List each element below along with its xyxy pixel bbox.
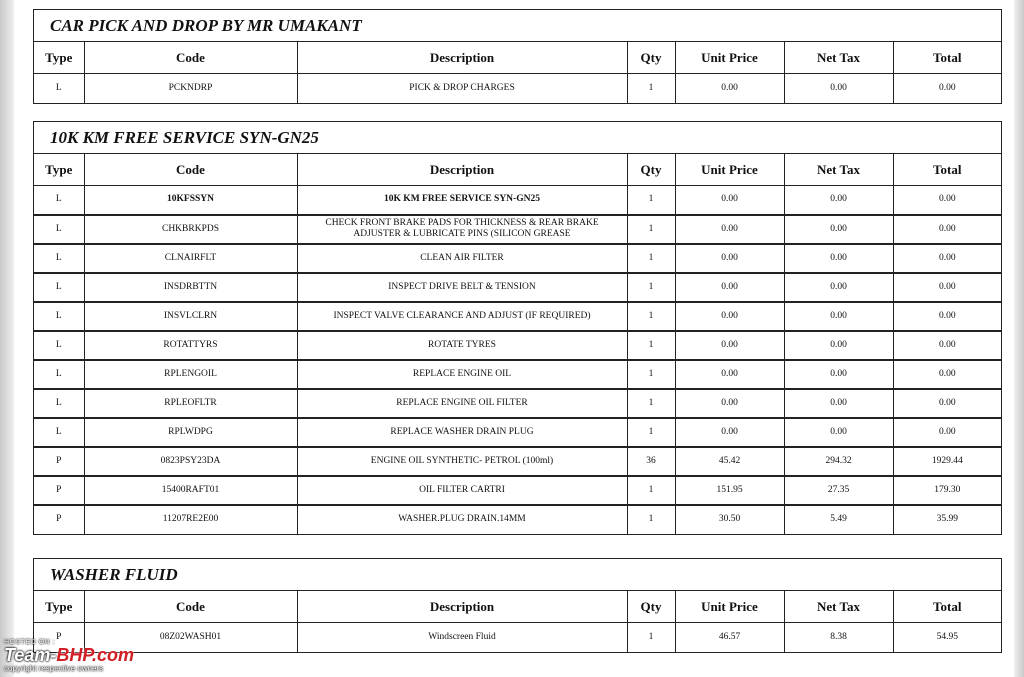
cell-unit-price: 0.00 <box>675 186 784 215</box>
cell-type: L <box>34 186 84 215</box>
cell-net-tax: 294.32 <box>784 447 893 476</box>
line-items-table <box>34 154 1001 534</box>
cell-type: P <box>34 476 84 505</box>
cell-description: ROTATE TYRES <box>297 331 627 360</box>
cell-description: ENGINE OIL SYNTHETIC- PETROL (100ml) <box>297 447 627 476</box>
cell-type: L <box>34 244 84 273</box>
cell-qty: 1 <box>627 273 675 302</box>
cell-net-tax: 0.00 <box>784 74 893 103</box>
section-title: 10K KM FREE SERVICE SYN-GN25 <box>34 122 1001 154</box>
cell-net-tax: 0.00 <box>784 389 893 418</box>
cell-total: 54.95 <box>936 631 958 642</box>
cell-unit-price: 0.00 <box>675 215 784 244</box>
cell-total: 0.00 <box>893 244 1001 273</box>
left-page-edge <box>0 0 14 677</box>
table-row <box>34 302 1001 331</box>
table-row <box>34 360 1001 389</box>
cell-total: 0.00 <box>893 215 1001 244</box>
cell-unit-price: 0.00 <box>675 273 784 302</box>
header-row <box>34 591 1001 623</box>
team-bhp-watermark <box>4 639 134 673</box>
table-row <box>34 447 1001 476</box>
logo-text-part-a: Team- <box>4 645 57 665</box>
section-10k-service <box>33 121 1002 535</box>
cell-code: CHKBRKPDS <box>84 215 297 244</box>
table-row <box>34 186 1001 215</box>
section-washer-fluid <box>33 558 1002 653</box>
cell-code: PCKNDRP <box>84 74 297 103</box>
cell-type: P <box>34 505 84 534</box>
cell-code: 08Z02WASH01 <box>84 623 297 652</box>
team-bhp-logo <box>4 646 134 664</box>
cell-net-tax: 8.38 <box>784 623 893 652</box>
col-total: Total <box>893 154 1001 186</box>
cell-code: 15400RAFT01 <box>84 476 297 505</box>
cell-qty: 1 <box>627 331 675 360</box>
col-description: Description <box>297 154 627 186</box>
cell-unit-price: 45.42 <box>675 447 784 476</box>
cell-type: L <box>34 273 84 302</box>
cell-total: 35.99 <box>936 514 958 524</box>
table-row <box>34 244 1001 273</box>
cell-code: INSVLCLRN <box>84 302 297 331</box>
cell-net-tax: 0.00 <box>784 273 893 302</box>
col-total: Total <box>893 591 1001 623</box>
cell-description: REPLACE ENGINE OIL FILTER <box>297 389 627 418</box>
cell-description: PICK & DROP CHARGES <box>297 74 627 103</box>
cell-type: L <box>34 360 84 389</box>
cell-qty: 36 <box>627 447 675 476</box>
col-type: Type <box>34 154 84 186</box>
cell-unit-price: 30.50 <box>675 505 784 534</box>
cell-code: RPLEOFLTR <box>84 389 297 418</box>
col-code: Code <box>84 42 297 74</box>
cell-qty: 1 <box>627 186 675 215</box>
cell-description: CHECK FRONT BRAKE PADS FOR THICKNESS & REAR BRAKE ADJUSTER & LUBRICATE PINS (SILICON GREASE <box>297 215 627 244</box>
cell-total: 0.00 <box>893 360 1001 389</box>
cell-qty: 1 <box>627 623 675 652</box>
cell-total: 0.00 <box>893 389 1001 418</box>
line-items-table <box>34 591 1001 652</box>
cell-qty: 1 <box>627 505 675 534</box>
cell-unit-price: 0.00 <box>675 302 784 331</box>
cell-qty: 1 <box>627 244 675 273</box>
col-unit-price: Unit Price <box>675 42 784 74</box>
col-qty: Qty <box>627 591 675 623</box>
cell-net-tax: 5.49 <box>784 505 893 534</box>
cell-unit-price: 46.57 <box>675 623 784 652</box>
cell-total: 1929.44 <box>893 447 1001 476</box>
col-unit-price: Unit Price <box>675 591 784 623</box>
table-row <box>34 505 1001 534</box>
cell-code: CLNAIRFLT <box>84 244 297 273</box>
cell-net-tax: 0.00 <box>784 302 893 331</box>
cell-code: RPLENGOIL <box>84 360 297 389</box>
cell-total: 0.00 <box>893 302 1001 331</box>
cell-qty: 1 <box>627 389 675 418</box>
right-page-edge <box>1014 0 1024 677</box>
table-row <box>34 331 1001 360</box>
cell-net-tax: 0.00 <box>784 215 893 244</box>
cell-unit-price: 151.95 <box>675 476 784 505</box>
cell-total: 0.00 <box>893 273 1001 302</box>
cell-net-tax: 0.00 <box>784 360 893 389</box>
cell-description: CLEAN AIR FILTER <box>297 244 627 273</box>
col-description: Description <box>297 591 627 623</box>
cell-type: L <box>34 302 84 331</box>
cell-unit-price: 0.00 <box>675 331 784 360</box>
table-row <box>34 74 1001 103</box>
cell-net-tax: 0.00 <box>784 186 893 215</box>
table-row <box>34 623 1001 652</box>
cell-code: 0823PSY23DA <box>84 447 297 476</box>
cell-qty: 1 <box>627 302 675 331</box>
cell-qty: 1 <box>627 215 675 244</box>
col-net-tax: Net Tax <box>784 591 893 623</box>
cell-type: L <box>34 215 84 244</box>
cell-description: INSPECT DRIVE BELT & TENSION <box>297 273 627 302</box>
cell-unit-price: 0.00 <box>675 418 784 447</box>
table-row <box>34 273 1001 302</box>
cell-type: L <box>34 331 84 360</box>
cell-unit-price: 0.00 <box>675 389 784 418</box>
col-type: Type <box>34 42 84 74</box>
col-net-tax: Net Tax <box>784 42 893 74</box>
cell-code: 10KFSSYN <box>84 186 297 215</box>
col-type: Type <box>34 591 84 623</box>
cell-code: RPLWDPG <box>84 418 297 447</box>
watermark-copyright: copyright respective owners <box>4 664 104 673</box>
col-net-tax: Net Tax <box>784 154 893 186</box>
cell-description: Windscreen Fluid <box>297 623 627 652</box>
cell-net-tax: 0.00 <box>784 418 893 447</box>
table-row <box>34 476 1001 505</box>
header-row <box>34 42 1001 74</box>
cell-total: 0.00 <box>893 418 1001 447</box>
table-row <box>34 215 1001 244</box>
cell-type: L <box>34 418 84 447</box>
cell-type: P <box>34 447 84 476</box>
table-row <box>34 418 1001 447</box>
cell-unit-price: 0.00 <box>675 244 784 273</box>
table-row <box>34 389 1001 418</box>
cell-code: ROTATTYRS <box>84 331 297 360</box>
cell-description: REPLACE WASHER DRAIN PLUG <box>297 418 627 447</box>
cell-description: WASHER.PLUG DRAIN.14MM <box>297 505 627 534</box>
header-row <box>34 154 1001 186</box>
cell-total: 0.00 <box>893 331 1001 360</box>
logo-text-part-b: BHP.com <box>56 645 135 665</box>
line-items-table <box>34 42 1001 103</box>
cell-qty: 1 <box>627 418 675 447</box>
cell-total: 179.30 <box>893 476 1001 505</box>
cell-description: 10K KM FREE SERVICE SYN-GN25 <box>297 186 627 215</box>
col-code: Code <box>84 591 297 623</box>
cell-description: OIL FILTER CARTRI <box>297 476 627 505</box>
cell-description: REPLACE ENGINE OIL <box>297 360 627 389</box>
cell-qty: 1 <box>627 360 675 389</box>
cell-qty: 1 <box>627 476 675 505</box>
cell-unit-price: 0.00 <box>675 360 784 389</box>
cell-code: INSDRBTTN <box>84 273 297 302</box>
section-car-pick-drop <box>33 9 1002 104</box>
cell-net-tax: 0.00 <box>784 244 893 273</box>
cell-type: P <box>34 623 84 652</box>
cell-description: INSPECT VALVE CLEARANCE AND ADJUST (IF REQUIRED) <box>297 302 627 331</box>
section-title: WASHER FLUID <box>34 559 1001 591</box>
cell-unit-price: 0.00 <box>675 74 784 103</box>
cell-net-tax: 27.35 <box>784 476 893 505</box>
cell-code: 11207RE2E00 <box>84 505 297 534</box>
cell-net-tax: 0.00 <box>784 331 893 360</box>
cell-total: 0.00 <box>938 82 956 93</box>
watermark-hosted-text: HOSTED ON : <box>4 639 56 646</box>
section-title: CAR PICK AND DROP BY MR UMAKANT <box>34 10 1001 42</box>
col-qty: Qty <box>627 154 675 186</box>
cell-total: 0.00 <box>893 186 1001 215</box>
cell-type: L <box>34 74 84 103</box>
col-total: Total <box>893 42 1001 74</box>
col-qty: Qty <box>627 42 675 74</box>
cell-qty: 1 <box>627 74 675 103</box>
col-description: Description <box>297 42 627 74</box>
col-code: Code <box>84 154 297 186</box>
cell-type: L <box>34 389 84 418</box>
col-unit-price: Unit Price <box>675 154 784 186</box>
